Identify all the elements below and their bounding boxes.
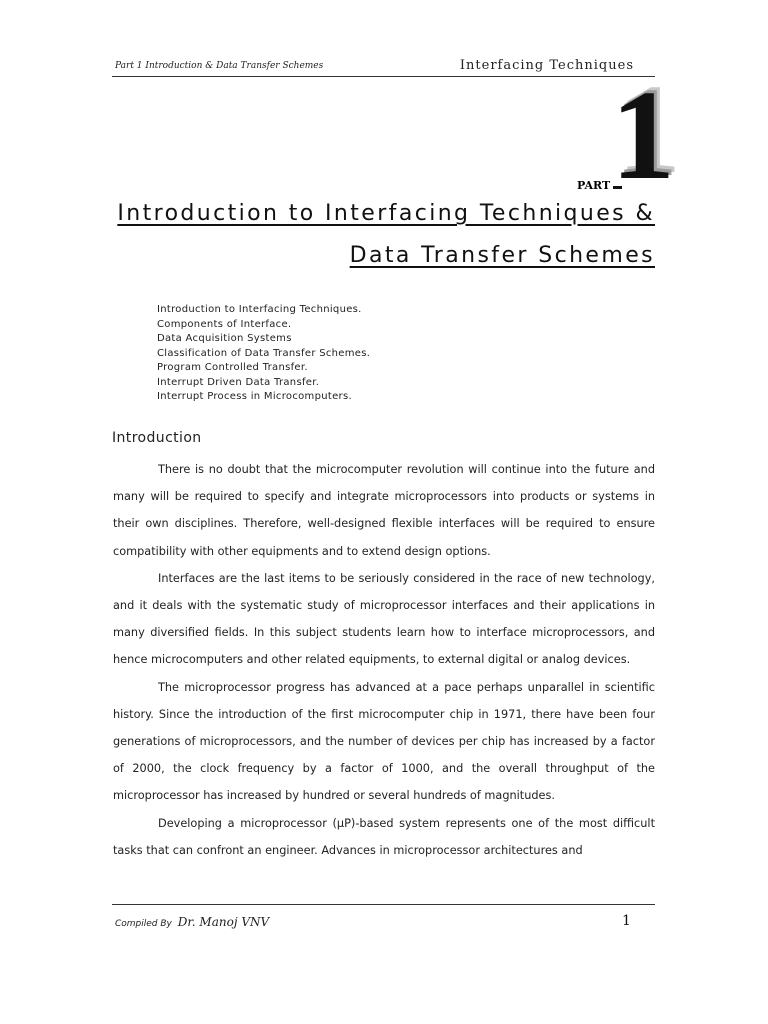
footer-credit xyxy=(115,915,269,929)
contents-item: Program Controlled Transfer. xyxy=(157,362,308,373)
paragraph: Interfaces are the last items to be seriously considered in the race of new technology, and it deals with the systematic study of microprocessor interfaces and their applications in many diversified fields. In this subject students learn how to interface microprocessors, and hence microcomputers and other related equipments, to external digital or analog devices. xyxy=(113,571,655,667)
contents-item: Classification of Data Transfer Schemes. xyxy=(157,347,371,359)
page-number: 1 xyxy=(622,913,631,929)
paragraph: There is no doubt that the microcomputer revolution will continue into the future and many will be required to specify and integrate microprocessors into products or systems in their own disciplines. Therefore, well-designed flexible interfaces will be required to ensure compatibility with other equipments and to extend design options. xyxy=(113,463,655,558)
contents-item: Interrupt Driven Data Transfer. xyxy=(157,376,320,388)
running-header-title: Interfacing Techniques xyxy=(459,58,634,73)
part-number: 1 xyxy=(611,64,675,206)
compiled-by-label: Compiled By xyxy=(115,919,172,929)
section-heading: Introduction xyxy=(112,430,202,446)
paragraph: The microprocessor progress has advanced at a pace perhaps unparallel in scientific history. Since the introduction of the first microcomputer chip in 1971, there have been four generations of microprocessors, and the number of devices per chip has increased by a factor of 2000, the clock frequency by a factor of 1000, and the overall throughput of the microprocessor has increased by hundred or several hundreds of magnitudes. xyxy=(113,680,655,803)
contents-item: Components of Interface. xyxy=(157,318,292,330)
chapter-title-line-2: Data Transfer Schemes xyxy=(349,243,655,268)
header-divider xyxy=(112,76,655,77)
footer-divider xyxy=(112,904,655,905)
contents-item: Interrupt Process in Microcomputers. xyxy=(157,391,352,402)
paragraph: Developing a microprocessor (µP)-based system represents one of the most difficult tasks that can confront an engineer. Advances in microprocessor architectures and xyxy=(113,816,655,857)
running-header-part: Part 1 Introduction & Data Transfer Schemes xyxy=(115,61,324,71)
chapter-title-line-1: Introduction to Interfacing Techniques & xyxy=(117,201,655,226)
chapter-contents-list xyxy=(157,303,370,405)
body-text xyxy=(113,456,655,864)
part-label: PART xyxy=(577,179,611,192)
contents-item: Data Acquisition Systems xyxy=(157,333,292,344)
author-name: Dr. Manoj VNV xyxy=(177,915,270,929)
contents-item: Introduction to Interfacing Techniques. xyxy=(157,304,362,315)
